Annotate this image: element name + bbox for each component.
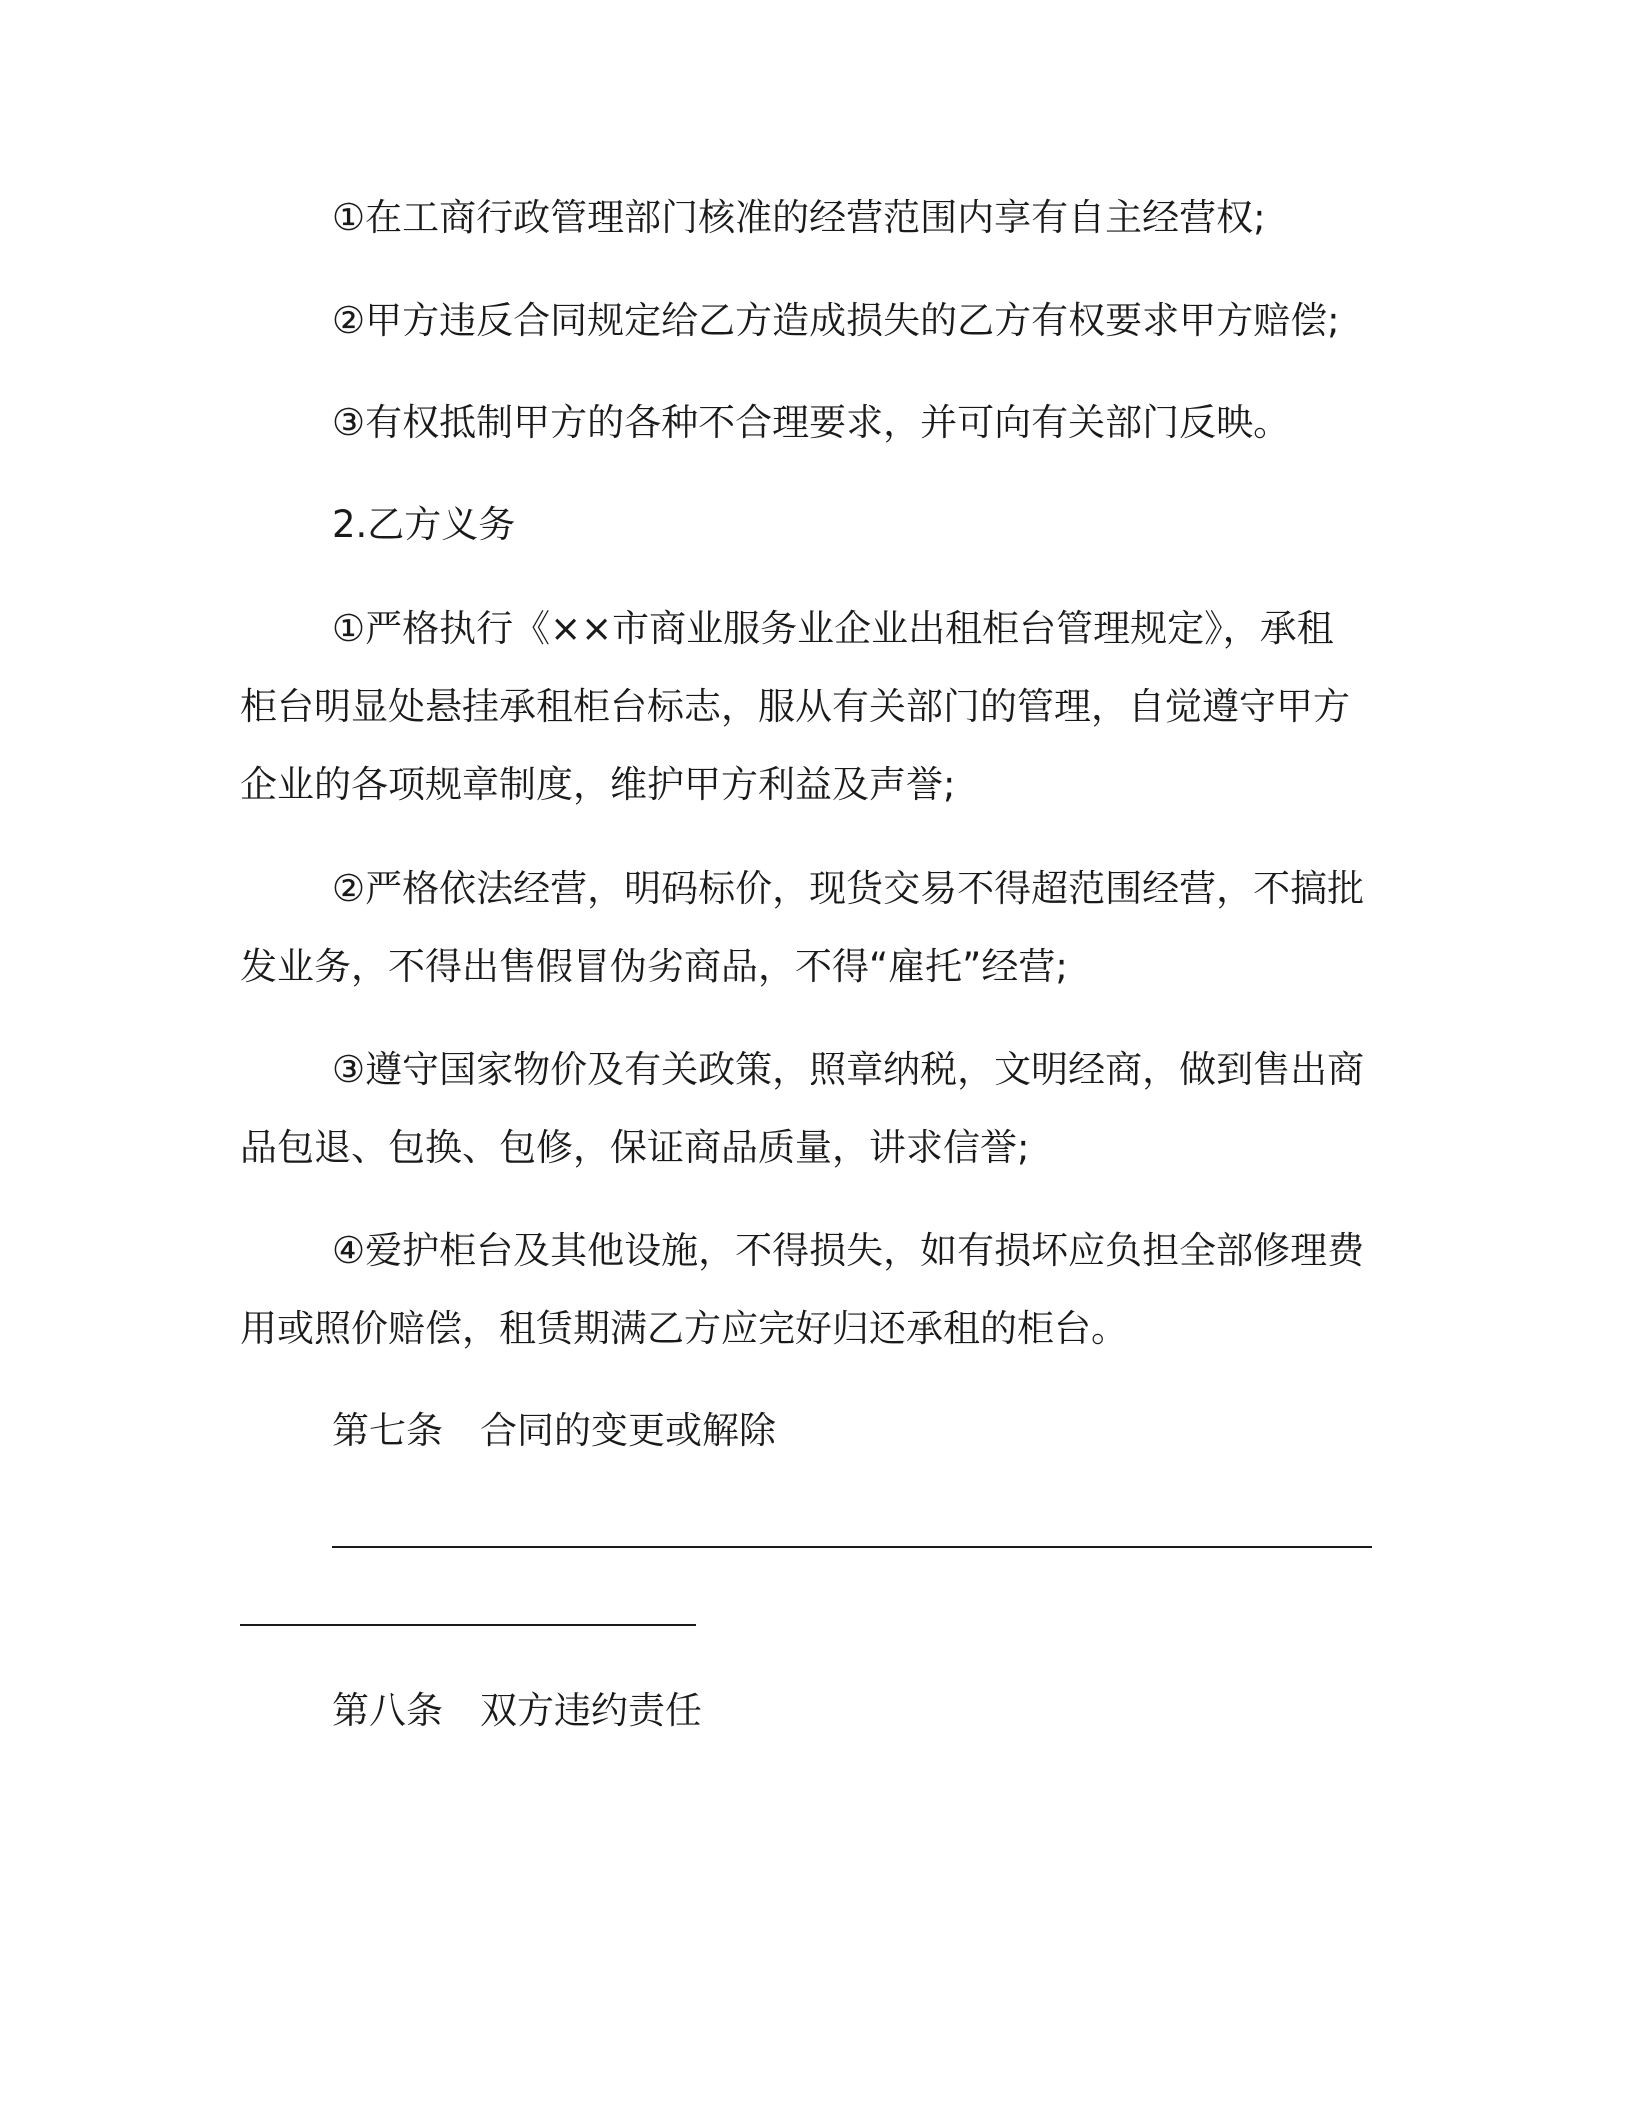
article-8-heading: 第八条 双方违约责任 — [332, 1689, 702, 1732]
obligation-item-3-line-2: 品包退、包换、包修，保证商品质量，讲求信誉; — [240, 1126, 1030, 1169]
article-7-heading: 第七条 合同的变更或解除 — [332, 1409, 776, 1452]
rights-item-1: ①在工商行政管理部门核准的经营范围内享有自主经营权; — [332, 196, 1266, 239]
obligation-item-4-line-2: 用或照价赔偿，租赁期满乙方应完好归还承租的柜台。 — [240, 1307, 1128, 1350]
obligation-item-1-line-1: ①严格执行《××市商业服务业企业出租柜台管理规定》，承租 — [332, 607, 1334, 650]
obligation-item-4-line-1: ④爱护柜台及其他设施，不得损失，如有损坏应负担全部修理费 — [332, 1229, 1365, 1272]
obligation-item-2-line-1: ②严格依法经营，明码标价，现货交易不得超范围经营，不搞批 — [332, 867, 1365, 910]
obligation-item-1-line-3: 企业的各项规章制度，维护甲方利益及声誉; — [240, 763, 956, 806]
rights-item-3: ③有权抵制甲方的各种不合理要求，并可向有关部门反映。 — [332, 401, 1291, 444]
obligation-item-3-line-1: ③遵守国家物价及有关政策，照章纳税，文明经商，做到售出商 — [332, 1048, 1365, 1091]
blank-fill-line-1 — [332, 1546, 1372, 1548]
obligation-item-2-line-2: 发业务，不得出售假冒伪劣商品，不得“雇托”经营; — [240, 945, 1068, 988]
obligations-heading: 2.乙方义务 — [332, 503, 516, 546]
blank-fill-line-2 — [240, 1624, 696, 1626]
rights-item-2: ②甲方违反合同规定给乙方造成损失的乙方有权要求甲方赔偿; — [332, 299, 1340, 342]
obligation-item-1-line-2: 柜台明显处悬挂承租柜台标志，服从有关部门的管理，自觉遵守甲方 — [240, 685, 1350, 728]
